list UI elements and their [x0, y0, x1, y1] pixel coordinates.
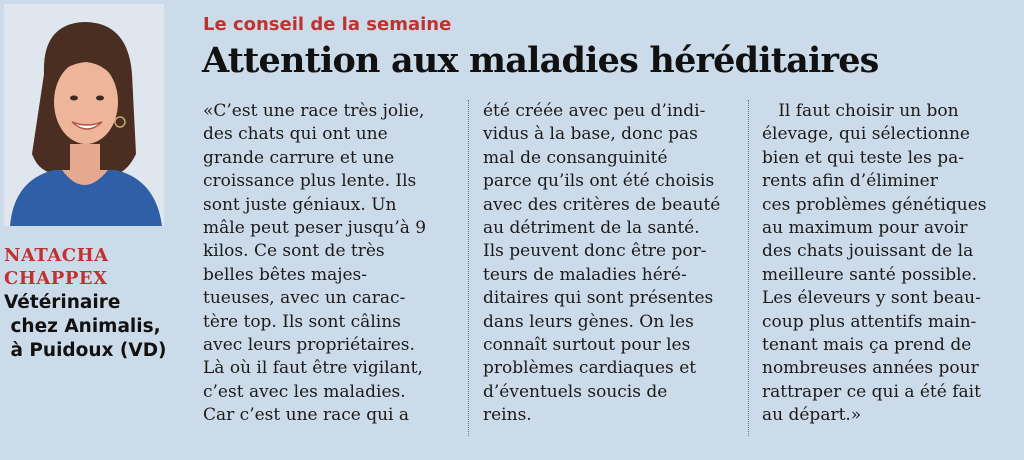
text-line: coup plus attentifs main- [762, 311, 977, 332]
author-name-line2: CHAPPEX [4, 268, 108, 289]
text-line: ditaires qui sont présentes [483, 288, 714, 309]
article-kicker: Le conseil de la semaine [203, 14, 452, 35]
text-line: mâle peut peser jusqu’à 9 [203, 218, 427, 239]
text-line: Les éleveurs y sont beau- [762, 288, 981, 309]
text-line: reins. [483, 405, 532, 426]
text-line: vidus à la base, donc pas [483, 124, 698, 145]
article-column-1 [203, 100, 443, 428]
text-line: croissance plus lente. Ils [203, 171, 417, 192]
column-divider [748, 100, 749, 436]
article-column-2 [483, 100, 733, 428]
text-line: été créée avec peu d’indi- [483, 101, 706, 121]
text-line: rents afin d’éliminer [762, 171, 938, 192]
text-line: grande carrure et une [203, 147, 395, 168]
article-column-3 [762, 100, 1002, 428]
author-role-line: Vétérinaire [4, 292, 121, 313]
text-line: ces problèmes génétiques [762, 194, 987, 215]
text-line: des chats jouissant de la [762, 241, 974, 262]
text-line: Il faut choisir un bon [762, 101, 959, 121]
text-line: tère top. Ils sont câlins [203, 311, 401, 332]
author-role [4, 291, 194, 363]
author-role-line: chez Animalis, [4, 316, 161, 337]
text-line: rattraper ce qui a été fait [762, 381, 981, 402]
column-divider [468, 100, 469, 436]
text-line: au maximum pour avoir [762, 218, 968, 239]
text-line: Là où il faut être vigilant, [203, 358, 423, 379]
author-name-line1: NATACHA [4, 245, 109, 266]
text-line: meilleure santé possible. [762, 264, 977, 285]
article-headline: Attention aux maladies héréditaires [202, 40, 879, 81]
text-line: d’éventuels soucis de [483, 381, 668, 402]
text-line: au départ.» [762, 405, 862, 426]
text-line: dans leurs gènes. On les [483, 311, 694, 332]
author-name [4, 244, 194, 290]
text-line: tenant mais ça prend de [762, 335, 972, 356]
text-line: Ils peuvent donc être por- [483, 241, 707, 262]
text-line: mal de consanguinité [483, 147, 668, 168]
text-line: nombreuses années pour [762, 358, 979, 379]
text-line: Car c’est une race qui a [203, 405, 410, 426]
text-line: bien et qui teste les pa- [762, 147, 964, 168]
text-line: élevage, qui sélectionne [762, 124, 970, 145]
text-line: kilos. Ce sont de très [203, 241, 385, 262]
text-line: des chats qui ont une [203, 124, 388, 145]
text-line: avec des critères de beauté [483, 194, 721, 215]
text-line: avec leurs propriétaires. [203, 335, 415, 356]
text-line: «C’est une race très jolie, [203, 101, 425, 121]
text-line: connaît surtout pour les [483, 335, 691, 356]
text-line: sont juste géniaux. Un [203, 194, 397, 215]
text-line: teurs de maladies héré- [483, 264, 687, 285]
text-line: tueuses, avec un carac- [203, 288, 406, 309]
text-line: problèmes cardiaques et [483, 358, 697, 379]
author-role-line: à Puidoux (VD) [4, 340, 167, 361]
text-line: belles bêtes majes- [203, 264, 368, 285]
text-line: au détriment de la santé. [483, 218, 700, 239]
author-photo [4, 4, 164, 226]
text-line: parce qu’ils ont été choisis [483, 171, 715, 192]
text-line: c’est avec les maladies. [203, 381, 406, 402]
